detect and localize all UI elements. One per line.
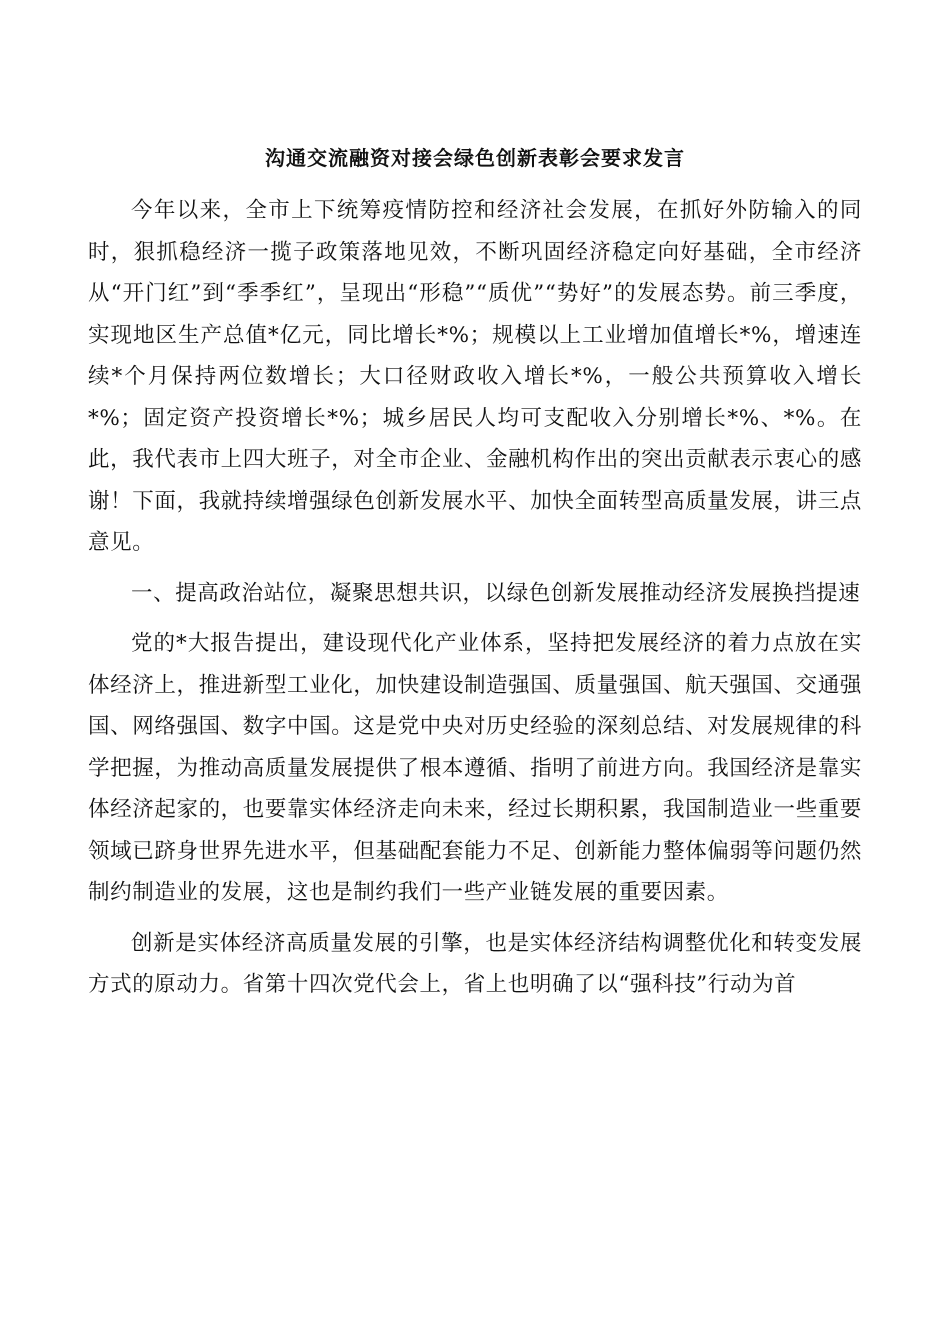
paragraph-intro: 今年以来，全市上下统筹疫情防控和经济社会发展，在抓好外防输入的同时，狠抓稳经济一揽子政策落地见效，不断巩固经济稳定向好基础，全市经济从“开门红”到“季季红”，呈现出“形稳”“质优”“势好”的发展态势。前三季度，实现地区生产总值*亿元，同比增长*%；规模以上工业增加值增长*%，增速连续*个月保持两位数增长；大口径财政收入增长*%，一般公共预算收入增长*%；固定资产投资增长*%；城乡居民人均可支配收入分别增长*%、*%。在此，我代表市上四大班子，对全市企业、金融机构作出的突出贡献表示衷心的感谢！下面，我就持续增强绿色创新发展水平、加快全面转型高质量发展，讲三点意见。: [88, 198, 862, 555]
document-page: [88, 140, 862, 1015]
section-heading-1: 一、提高政治站位，凝聚思想共识，以绿色创新发展推动经济发展换挡提速: [131, 580, 861, 606]
paragraph-innovation: 创新是实体经济高质量发展的引擎，也是实体经济结构调整优化和转变发展方式的原动力。省第十四次党代会上，省上也明确了以“强科技”行动为首: [88, 930, 862, 997]
document-title: 沟通交流融资对接会绿色创新表彰会要求发言: [265, 146, 685, 170]
paragraph-report: 党的*大报告提出，建设现代化产业体系，坚持把发展经济的着力点放在实体经济上，推进新型工业化，加快建设制造强国、质量强国、航天强国、交通强国、网络强国、数字中国。这是党中央对历史经验的深刻总结、对发展规律的科学把握，为推动高质量发展提供了根本遵循、指明了前进方向。我国经济是靠实体经济起家的，也要靠实体经济走向未来，经过长期积累，我国制造业一些重要领域已跻身世界先进水平，但基础配套能力不足、创新能力整体偏弱等问题仍然制约制造业的发展，这也是制约我们一些产业链发展的重要因素。: [88, 631, 862, 905]
